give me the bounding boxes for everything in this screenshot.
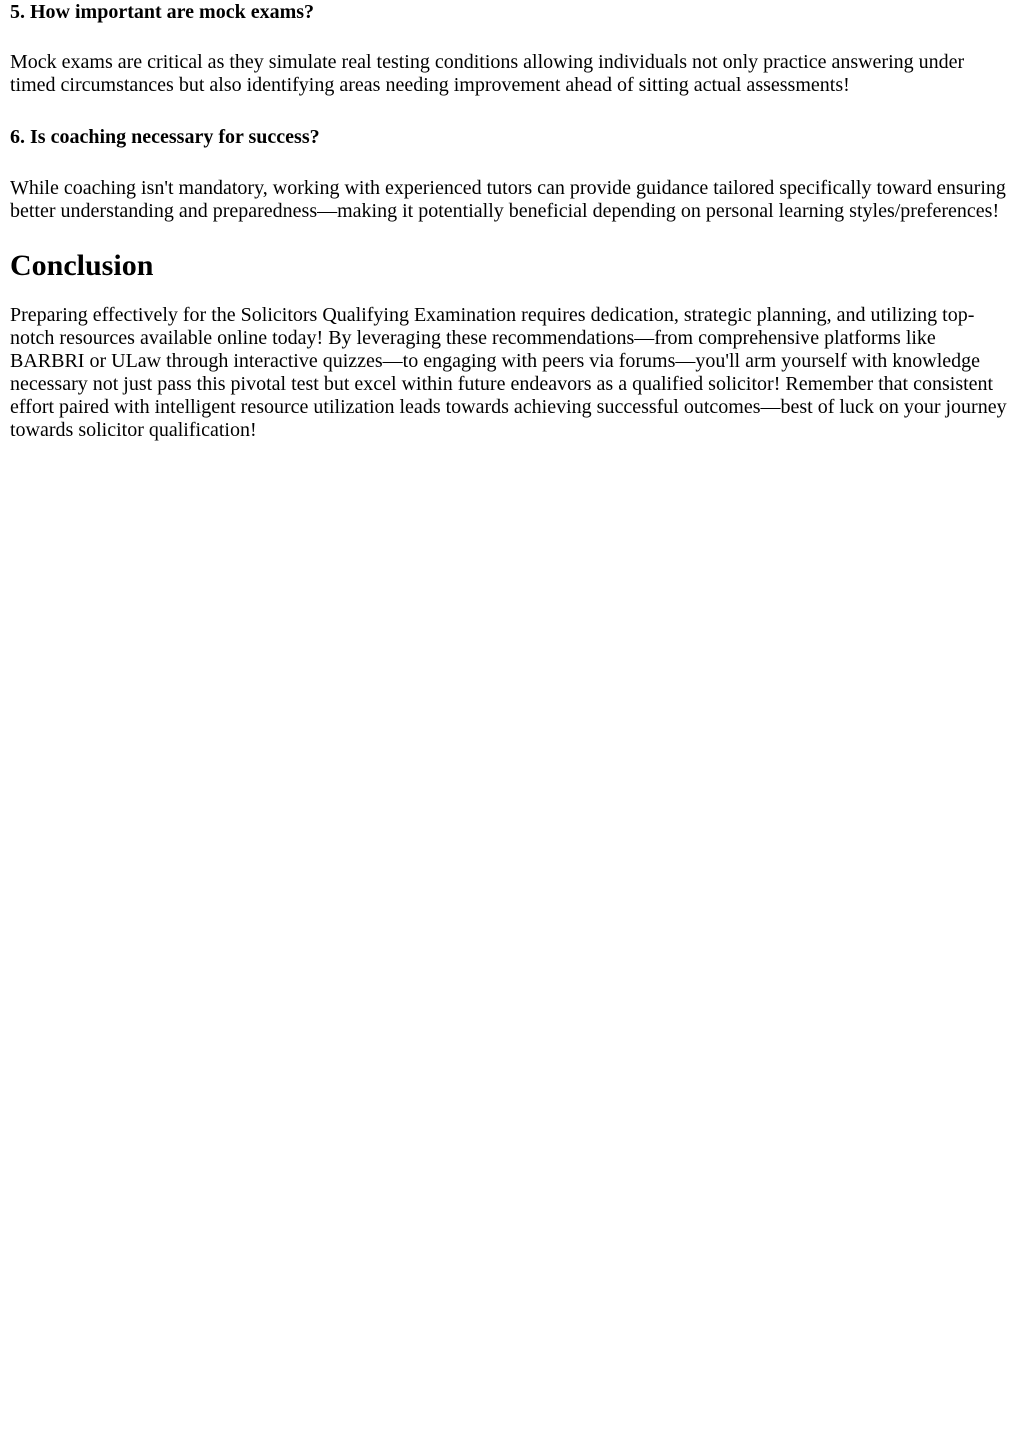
faq-question-6: 6. Is coaching necessary for success?: [10, 126, 320, 148]
faq-answer-5: Mock exams are critical as they simulate real testing conditions allowing individuals not only practice answering under timed circumstances but also identifying areas needing improvement ahead of sitting actual assessments!: [10, 51, 965, 96]
faq-answer-6: While coaching isn't mandatory, working with experienced tutors can provide guidance tailored specifically toward ensuring better understanding and preparedness—making it potentially beneficial depending on personal learning styles/preferences!: [10, 177, 1006, 222]
conclusion-heading: Conclusion: [10, 249, 154, 282]
conclusion-paragraph: Preparing effectively for the Solicitors Qualifying Examination requires dedication, strategic planning, and utilizing top-notch resources available online today! By leveraging these recommendations—from comprehensive platforms like BARBRI or ULaw through interactive quizzes—to engaging with peers via forums—you'll arm yourself with knowledge necessary not just pass this pivotal test but excel within future endeavors as a qualified solicitor! Remember that consistent effort paired with intelligent resource utilization leads towards achieving successful outcomes—best of luck on your journey towards solicitor qualification!: [10, 304, 1007, 441]
faq-question-5: 5. How important are mock exams?: [10, 1, 315, 23]
article-content: [10, 1, 1014, 442]
